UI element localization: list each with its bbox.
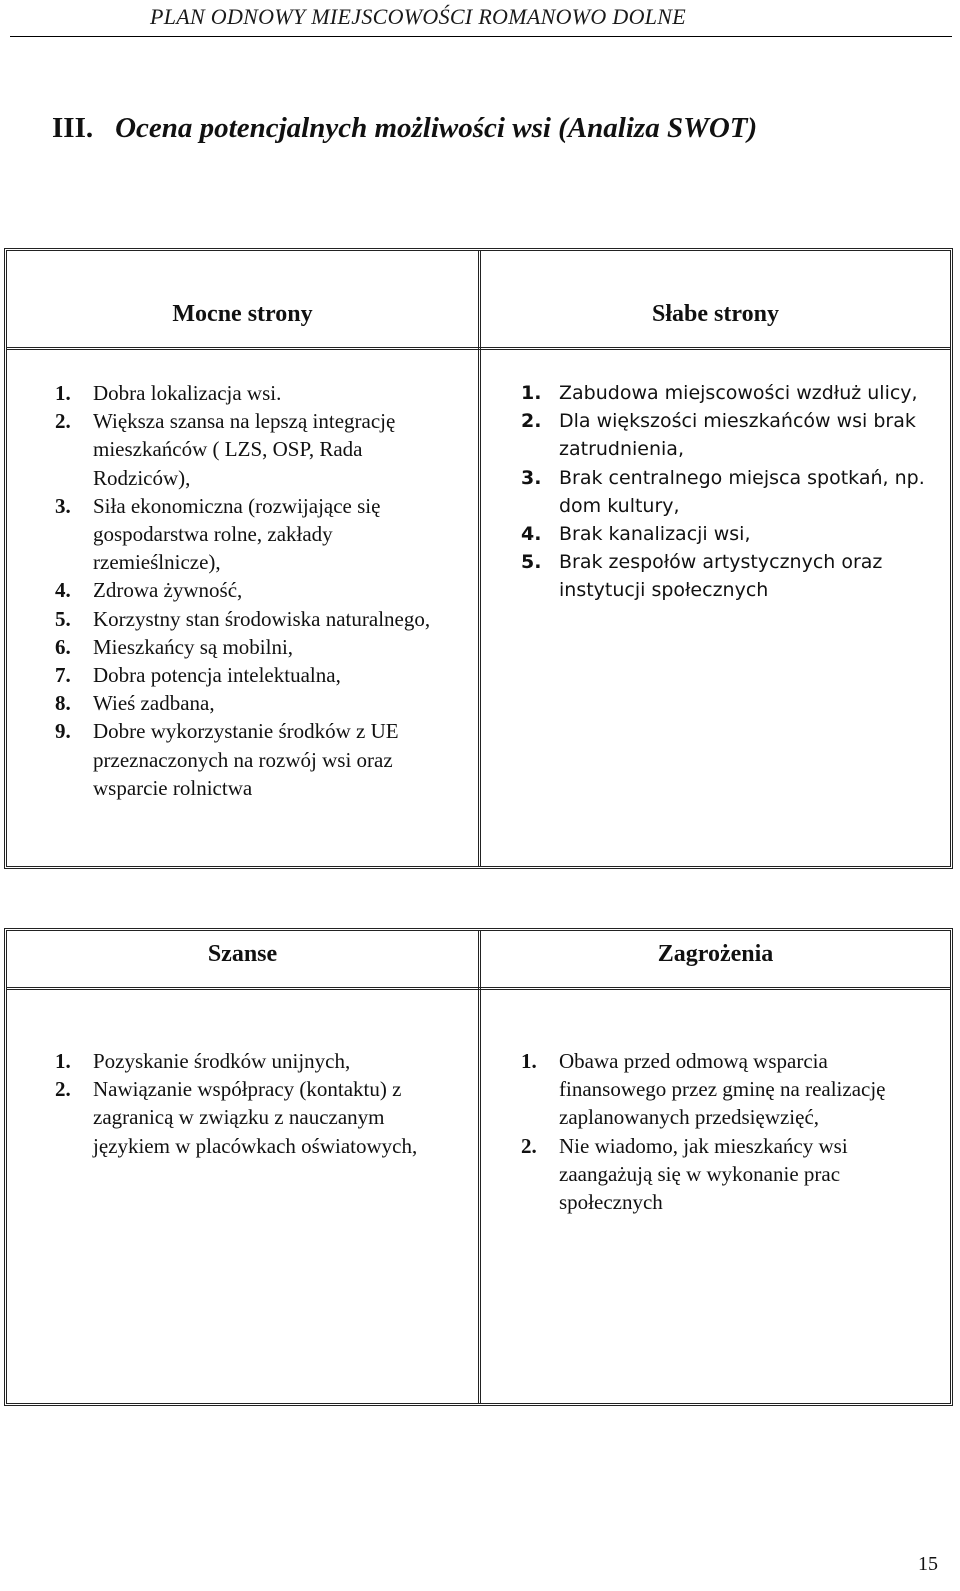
list-item: 1. Zabudowa miejscowości wzdłuż ulicy,	[521, 382, 918, 404]
weaknesses-heading: Słabe strony	[652, 301, 779, 327]
list-item: 3. Brak centralnego miejsca spotkań, np. dom kultury,	[521, 466, 925, 517]
list-item: 5. Korzystny stan środowiska naturalnego,	[55, 606, 431, 631]
running-header: PLAN ODNOWY MIEJSCOWOŚCI ROMANOWO DOLNE	[150, 4, 687, 29]
opportunities-heading: Szanse	[207, 941, 278, 967]
weaknesses-list	[521, 379, 931, 605]
column-divider	[478, 251, 481, 866]
threats-heading: Zagrożenia	[657, 941, 774, 967]
header-rule	[10, 36, 952, 37]
list-item: 1. Obawa przed odmową wsparcia finansowego przez gminę na realizację zaplanowanych przedsięwzięć,	[521, 1049, 886, 1130]
list-item: 3. Siła ekonomiczna (rozwijające się gospodarstwa rolne, zakłady rzemieślnicze),	[55, 493, 381, 575]
list-item: 1. Dobra lokalizacja wsi.	[55, 381, 282, 405]
page-number: 15	[918, 1553, 938, 1575]
list-item: 2. Dla większości mieszkańców wsi brak zatrudnienia,	[521, 410, 916, 461]
list-item: 4. Brak kanalizacji wsi,	[521, 523, 751, 546]
list-item: 9. Dobre wykorzystanie środków z UE przeznaczonych na rozwój wsi oraz wsparcie rolnictwa	[55, 719, 399, 800]
strengths-list	[55, 379, 455, 802]
list-item: 7. Dobra potencja intelektualna,	[55, 663, 341, 688]
threats-list	[521, 1047, 921, 1216]
header-row-divider	[7, 987, 950, 990]
section-title	[52, 112, 757, 145]
section-number: III.	[52, 112, 94, 144]
header-row-divider	[7, 347, 950, 350]
list-item: 2. Nawiązanie współpracy (kontaktu) z zagranicą w związku z nauczanym językiem w placówkach oświatowych,	[55, 1077, 418, 1158]
column-divider	[478, 931, 481, 1403]
list-item: 6. Mieszkańcy są mobilni,	[55, 634, 294, 659]
list-item: 2. Większa szansa na lepszą integrację mieszkańców ( LZS, OSP, Rada Rodziców),	[55, 409, 396, 490]
strengths-heading: Mocne strony	[172, 301, 313, 327]
list-item: 5. Brak zespołów artystycznych oraz instytucji społecznych	[521, 551, 883, 602]
list-item: 1. Pozyskanie środków unijnych,	[55, 1049, 351, 1073]
list-item: 8. Wieś zadbana,	[55, 691, 215, 716]
list-item: 4. Zdrowa żywność,	[55, 578, 243, 603]
swot-table-opportunities-threats	[4, 928, 953, 1406]
opportunities-list	[55, 1047, 455, 1160]
list-item: 2. Nie wiadomo, jak mieszkańcy wsi zaangażują się w wykonanie prac społecznych	[521, 1133, 848, 1215]
section-title-text: Ocena potencjalnych możliwości wsi (Analiza SWOT)	[115, 112, 758, 144]
swot-table-strengths-weaknesses	[4, 248, 953, 869]
